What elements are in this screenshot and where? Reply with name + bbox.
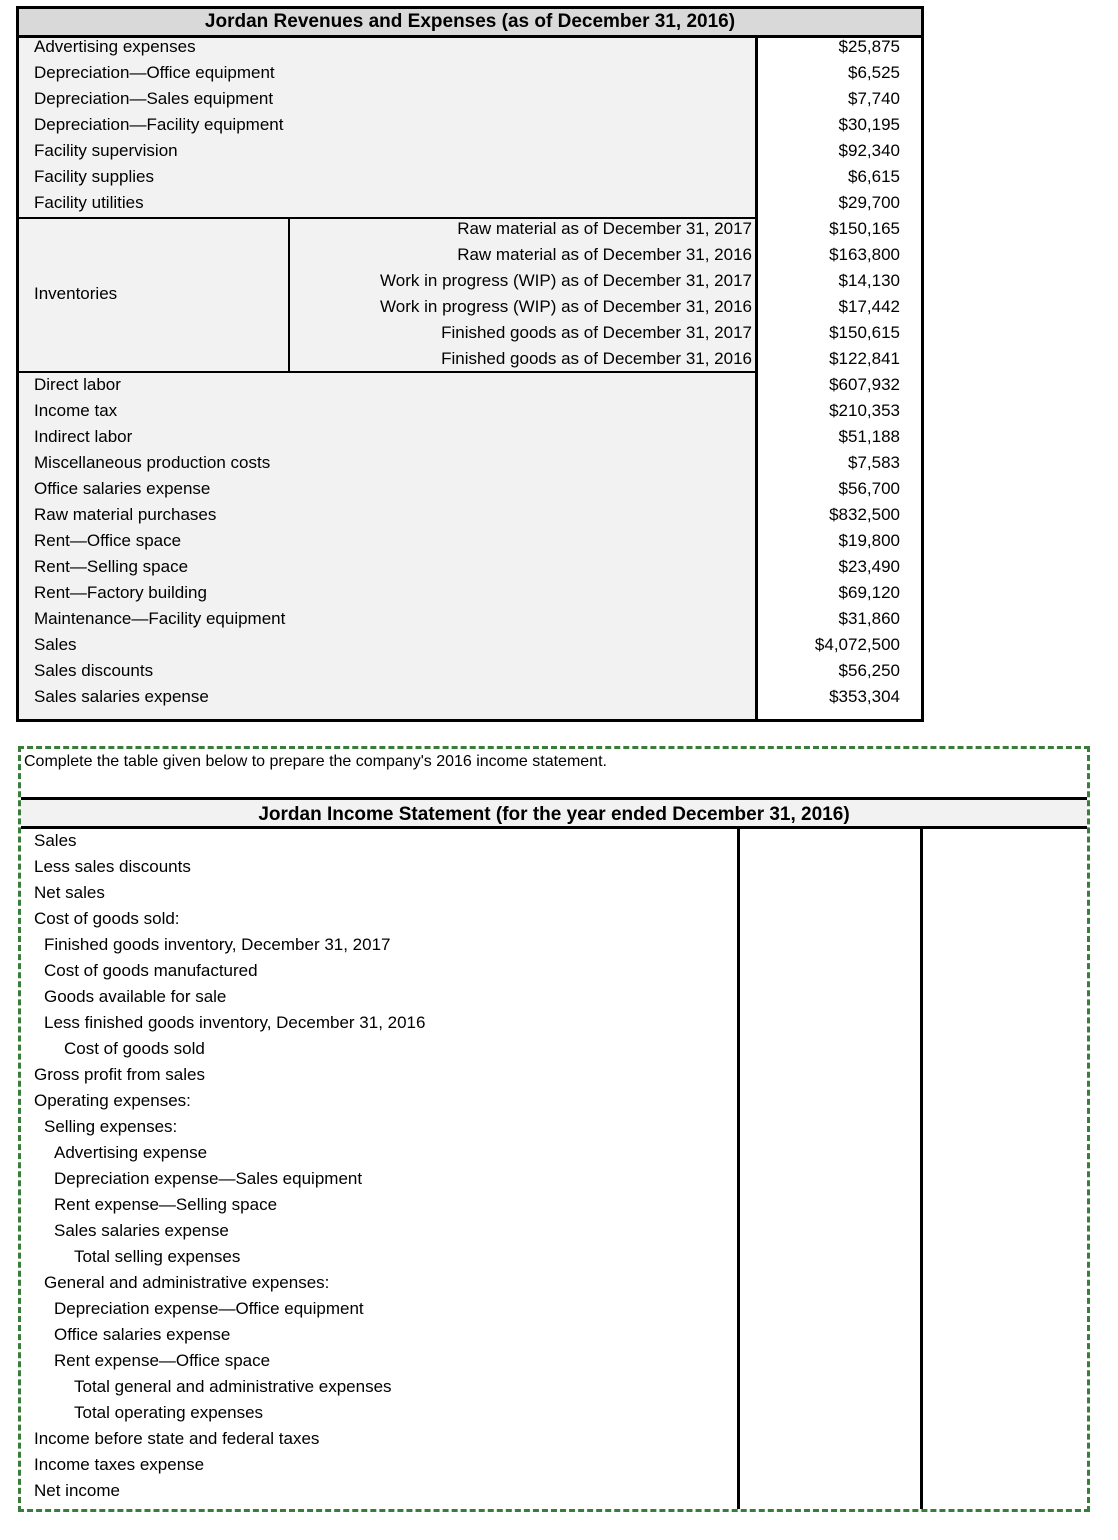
data-row-value: $6,525 (848, 63, 900, 82)
data-row-label: Facility supervision (34, 141, 178, 160)
statement-column-divider-1 (737, 829, 740, 1509)
data-row-value: $210,353 (829, 401, 900, 420)
revenues-expenses-title: Jordan Revenues and Expenses (as of December 31, 2016) (19, 9, 921, 35)
data-row-value: $7,583 (848, 453, 900, 472)
statement-line-label: Operating expenses: (34, 1091, 191, 1110)
data-row-label: Rent—Office space (34, 531, 182, 550)
data-row-label: Depreciation—Office equipment (34, 63, 275, 82)
data-row-value: $56,250 (838, 661, 900, 680)
data-row-value: $832,500 (829, 505, 900, 524)
data-row-value: $56,700 (838, 479, 900, 498)
inventory-item-value: $150,615 (829, 323, 900, 342)
statement-line-label: Goods available for sale (44, 987, 227, 1006)
data-row-value: $7,740 (848, 89, 900, 108)
data-row-label: Income tax (34, 401, 118, 420)
statement-line-label: Net income (34, 1481, 120, 1500)
statement-line-label: Rent expense—Selling space (54, 1195, 278, 1214)
statement-amount-column-1[interactable] (740, 829, 920, 1509)
statement-line-label: Office salaries expense (54, 1325, 231, 1344)
data-row-label: Facility supplies (34, 167, 154, 186)
data-row-value: $4,072,500 (814, 635, 900, 654)
statement-line-label: Net sales (34, 883, 105, 902)
data-row-label: Office salaries expense (34, 479, 211, 498)
inventory-item-label: Work in progress (WIP) as of December 31, 2017 (380, 271, 752, 290)
data-row-value: $25,875 (838, 37, 900, 56)
statement-line-label: Cost of goods sold: (34, 909, 180, 928)
data-row-label: Depreciation—Sales equipment (34, 89, 274, 108)
instruction-text: Complete the table given below to prepare the company's 2016 income statement. (24, 753, 607, 770)
data-row-label: Rent—Selling space (34, 557, 189, 576)
data-row-label: Raw material purchases (34, 505, 217, 524)
data-row-label: Facility utilities (34, 193, 144, 212)
statement-line-label: Total selling expenses (74, 1247, 241, 1266)
inventories-label: Inventories (34, 284, 118, 303)
column-divider (755, 38, 758, 719)
data-row-value: $353,304 (829, 687, 900, 706)
statement-line-label: Selling expenses: (44, 1117, 178, 1136)
inventory-item-value: $122,841 (829, 349, 900, 368)
statement-line-label: General and administrative expenses: (44, 1273, 330, 1292)
data-row-label: Depreciation—Facility equipment (34, 115, 284, 134)
data-row-label: Direct labor (34, 375, 121, 394)
data-row-value: $29,700 (838, 193, 900, 212)
inventory-item-label: Work in progress (WIP) as of December 31, 2016 (380, 297, 752, 316)
statement-line-label: Income taxes expense (34, 1455, 205, 1474)
data-row-value: $30,195 (838, 115, 900, 134)
data-row-label: Miscellaneous production costs (34, 453, 271, 472)
statement-column-divider-2 (920, 829, 923, 1509)
data-row-value: $69,120 (838, 583, 900, 602)
statement-line-label: Advertising expense (54, 1143, 208, 1162)
inventory-item-label: Raw material as of December 31, 2016 (457, 245, 752, 264)
data-row-label: Indirect labor (34, 427, 133, 446)
inventory-item-value: $17,442 (838, 297, 900, 316)
data-row-value: $6,615 (848, 167, 900, 186)
inventory-item-value: $150,165 (829, 219, 900, 238)
statement-line-label: Finished goods inventory, December 31, 2017 (44, 935, 391, 954)
data-row-label: Advertising expenses (34, 37, 196, 56)
statement-line-label: Income before state and federal taxes (34, 1429, 320, 1448)
data-row-label: Sales discounts (34, 661, 154, 680)
statement-line-label: Depreciation expense—Sales equipment (54, 1169, 363, 1188)
statement-title: Jordan Income Statement (for the year ended December 31, 2016) (258, 804, 850, 825)
statement-line-label: Cost of goods sold (64, 1039, 205, 1058)
statement-line-label: Sales salaries expense (54, 1221, 229, 1240)
data-row-value: $19,800 (838, 531, 900, 550)
data-row-value: $31,860 (838, 609, 900, 628)
inventory-item-value: $163,800 (829, 245, 900, 264)
statement-line-label: Total general and administrative expenses (74, 1377, 392, 1396)
data-row-label: Rent—Factory building (34, 583, 207, 602)
statement-line-label: Cost of goods manufactured (44, 961, 258, 980)
inventory-item-value: $14,130 (838, 271, 900, 290)
inventory-item-label: Raw material as of December 31, 2017 (457, 219, 752, 238)
data-row-value: $607,932 (829, 375, 900, 394)
statement-line-label: Gross profit from sales (34, 1065, 205, 1084)
statement-line-label: Less finished goods inventory, December 31, 2016 (44, 1013, 426, 1032)
statement-line-label: Depreciation expense—Office equipment (54, 1299, 364, 1318)
data-row-value: $51,188 (838, 427, 900, 446)
data-row-value: $23,490 (838, 557, 900, 576)
inventory-item-label: Finished goods as of December 31, 2017 (441, 323, 752, 342)
data-row-label: Maintenance—Facility equipment (34, 609, 286, 628)
statement-line-label: Total operating expenses (74, 1403, 264, 1422)
inventory-item-label: Finished goods as of December 31, 2016 (441, 349, 752, 368)
statement-line-label: Less sales discounts (34, 857, 191, 876)
statement-line-label: Rent expense—Office space (54, 1351, 271, 1370)
data-row-value: $92,340 (838, 141, 900, 160)
data-row-label: Sales (34, 635, 77, 654)
statement-amount-column-2[interactable] (923, 829, 1087, 1509)
statement-line-label: Sales (34, 831, 77, 850)
data-row-label: Sales salaries expense (34, 687, 209, 706)
